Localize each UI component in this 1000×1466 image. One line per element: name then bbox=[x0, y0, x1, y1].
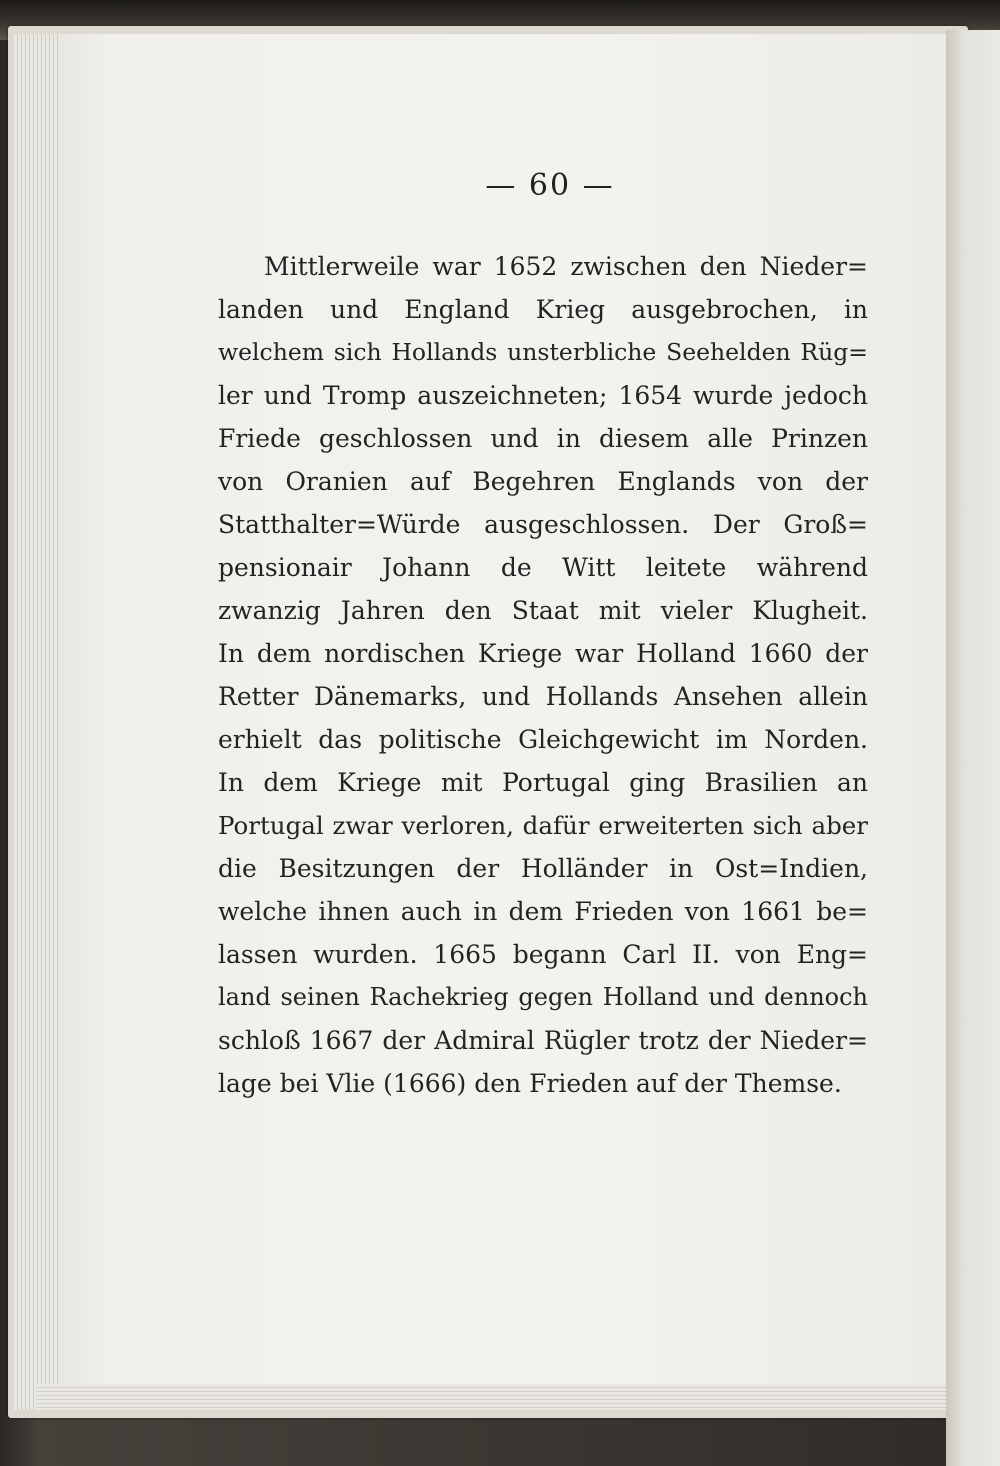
text-body bbox=[218, 245, 868, 1105]
text-line: In dem nordischen Kriege war Holland 1660 der bbox=[218, 639, 868, 668]
text-line: pensionair Johann de Witt leitete während bbox=[218, 553, 868, 582]
facing-page-edge bbox=[946, 30, 1000, 1466]
text-line: lage bei Vlie (1666) den Frieden auf der Themse. bbox=[218, 1069, 842, 1098]
text-line: erhielt das politische Gleichgewicht im Norden. bbox=[218, 725, 868, 754]
text-line: schloß 1667 der Admiral Rügler trotz der Nieder= bbox=[218, 1026, 868, 1055]
text-line: Mittlerweile war 1652 zwischen den Nieder= bbox=[264, 252, 868, 281]
text-line: landen und England Krieg ausgebrochen, in bbox=[218, 295, 868, 324]
page-number: — 60 — bbox=[485, 168, 615, 203]
text-line: Statthalter=Würde ausgeschlossen. Der Groß= bbox=[218, 510, 868, 539]
text-line: von Oranien auf Begehren Englands von der bbox=[218, 467, 868, 496]
text-line: Friede geschlossen und in diesem alle Prinzen bbox=[218, 424, 868, 453]
text-line: welche ihnen auch in dem Frieden von 1661 be= bbox=[218, 897, 868, 926]
page-edges-bottom bbox=[36, 1384, 946, 1410]
text-line: land seinen Rachekrieg gegen Holland und dennoch bbox=[218, 983, 868, 1011]
page-edges-left bbox=[14, 34, 58, 1410]
text-line: die Besitzungen der Holländer in Ost=Indien, bbox=[218, 854, 868, 883]
text-line: Portugal zwar verloren, dafür erweiterten sich aber bbox=[218, 811, 868, 840]
text-line: In dem Kriege mit Portugal ging Brasilien an bbox=[218, 768, 868, 797]
text-line: lassen wurden. 1665 begann Carl II. von Eng= bbox=[218, 940, 868, 969]
text-line: zwanzig Jahren den Staat mit vieler Klugheit. bbox=[218, 596, 868, 625]
text-line: ler und Tromp auszeichneten; 1654 wurde jedoch bbox=[218, 381, 868, 410]
text-line: Retter Dänemarks, und Hollands Ansehen allein bbox=[218, 682, 868, 711]
text-line: welchem sich Hollands unsterbliche Seehelden Rüg= bbox=[218, 338, 868, 366]
